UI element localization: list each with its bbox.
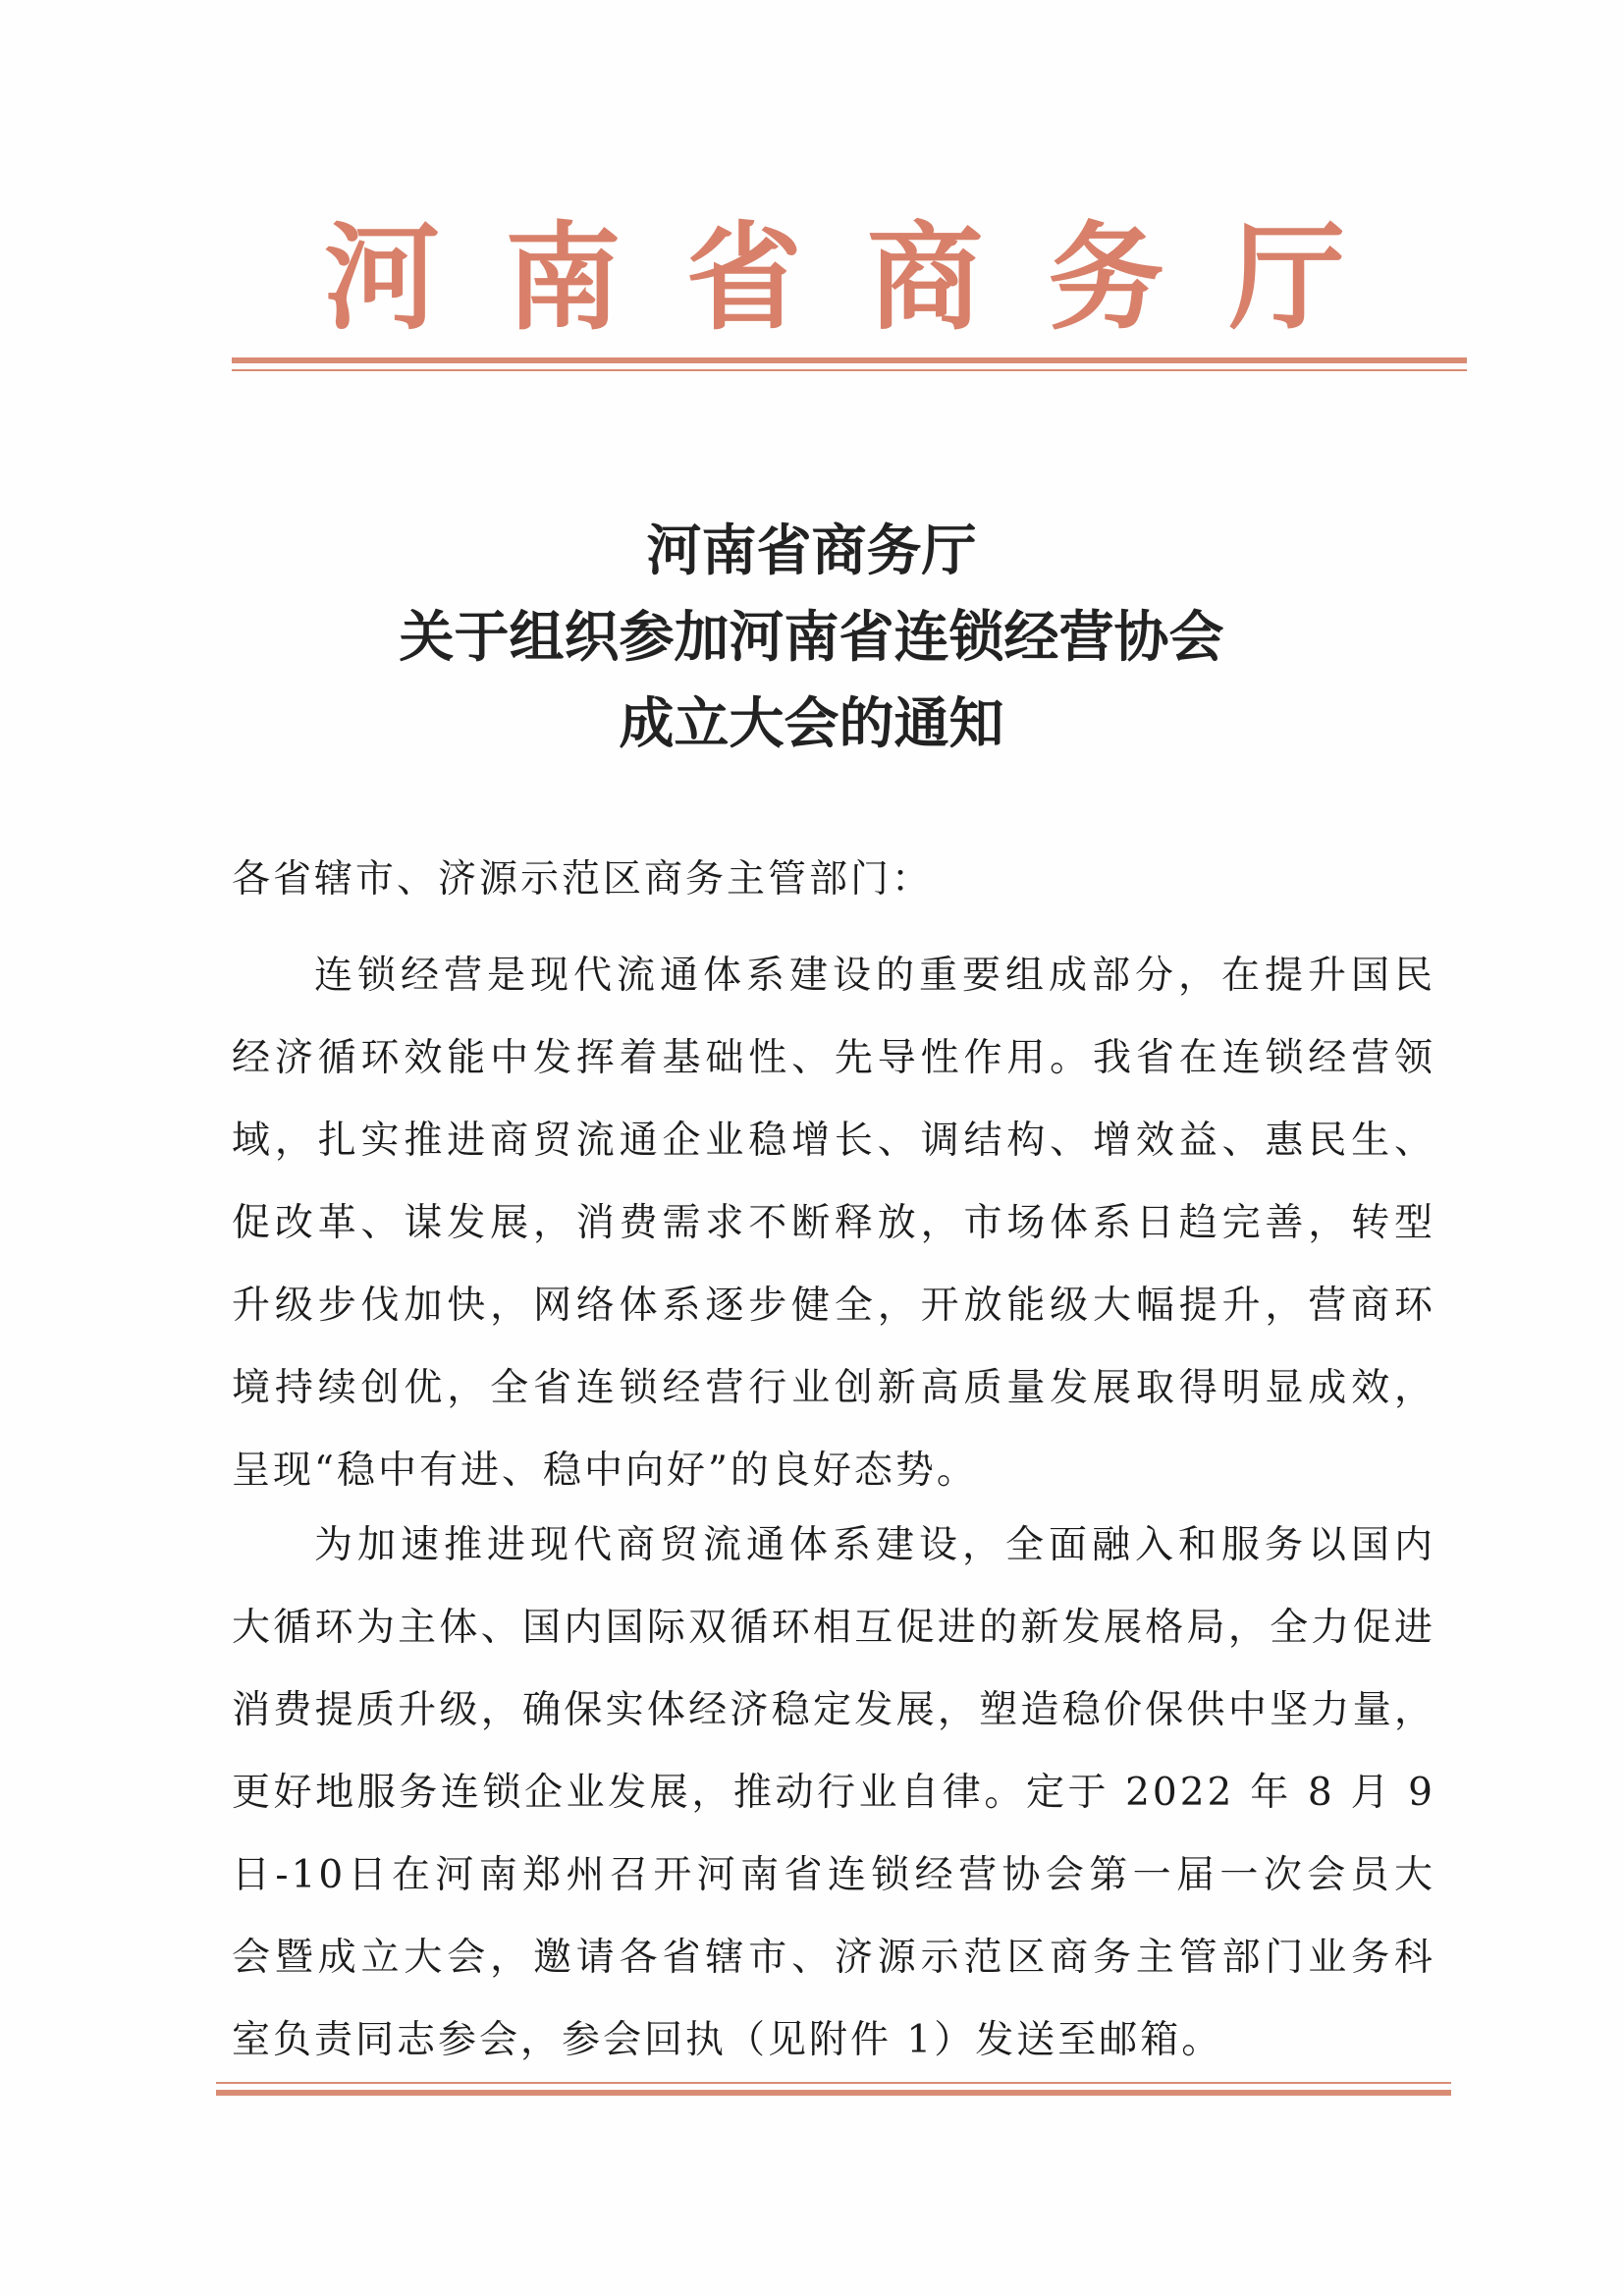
paragraph-line: 日-10日在河南郑州召开河南省连锁经营协会第一届一次会员大 xyxy=(232,1853,1435,1897)
salutation: 各省辖市、济源示范区商务主管部门： xyxy=(232,857,934,902)
document-title xyxy=(0,509,1623,768)
title-line: 关于组织参加河南省连锁经营协会 xyxy=(399,606,1224,670)
paragraph-line: 会暨成立大会，邀请各省辖市、济源示范区商务主管部门业务科 xyxy=(232,1936,1435,1980)
letterhead-char: 省 xyxy=(685,209,802,346)
letterhead-char: 河 xyxy=(324,209,441,346)
body-paragraph-2 xyxy=(232,1504,1435,2082)
letterhead-char: 务 xyxy=(1048,209,1164,346)
paragraph-line: 大循环为主体、国内国际双循环相互促进的新发展格局，全力促进 xyxy=(232,1606,1435,1650)
paragraph-line: 连锁经营是现代流通体系建设的重要组成部分，在提升国民 xyxy=(314,954,1435,998)
title-line: 成立大会的通知 xyxy=(619,692,1004,756)
paragraph-line: 促改革、谋发展，消费需求不断释放，市场体系日趋完善，转型 xyxy=(232,1201,1435,1245)
letterhead-divider-thin xyxy=(232,369,1467,371)
letterhead xyxy=(324,209,1345,346)
paragraph-line: 为加速推进现代商贸流通体系建设，全面融入和服务以国内 xyxy=(314,1523,1435,1567)
body-paragraph-1 xyxy=(232,935,1435,1512)
title-line: 河南省商务厅 xyxy=(646,519,977,583)
paragraph-line: 经济循环效能中发挥着基础性、先导性作用。我省在连锁经营领 xyxy=(232,1036,1435,1080)
paragraph-line: 消费提质升级，确保实体经济稳定发展，塑造稳价保供中坚力量， xyxy=(232,1688,1435,1732)
paragraph-line: 呈现“稳中有进、稳中向好”的良好态势。 xyxy=(232,1449,978,1493)
footer-divider-thin xyxy=(216,2082,1451,2084)
paragraph-line: 室负责同志参会，参会回执（见附件 1）发送至邮箱。 xyxy=(232,2018,1223,2062)
paragraph-line: 升级步伐加快，网络体系逐步健全，开放能级大幅提升，营商环 xyxy=(232,1284,1435,1328)
letterhead-divider-thick xyxy=(232,357,1467,363)
footer-divider-thick xyxy=(216,2090,1451,2096)
letterhead-char: 厅 xyxy=(1228,209,1345,346)
paragraph-line: 域，扎实推进商贸流通企业稳增长、调结构、增效益、惠民生、 xyxy=(232,1119,1435,1163)
paragraph-line: 境持续创优，全省连锁经营行业创新高质量发展取得明显成效， xyxy=(232,1366,1435,1410)
paragraph-line: 更好地服务连锁企业发展，推动行业自律。定于 2022 年 8 月 9 xyxy=(232,1771,1435,1815)
letterhead-char: 南 xyxy=(505,209,622,346)
letterhead-char: 商 xyxy=(867,209,984,346)
